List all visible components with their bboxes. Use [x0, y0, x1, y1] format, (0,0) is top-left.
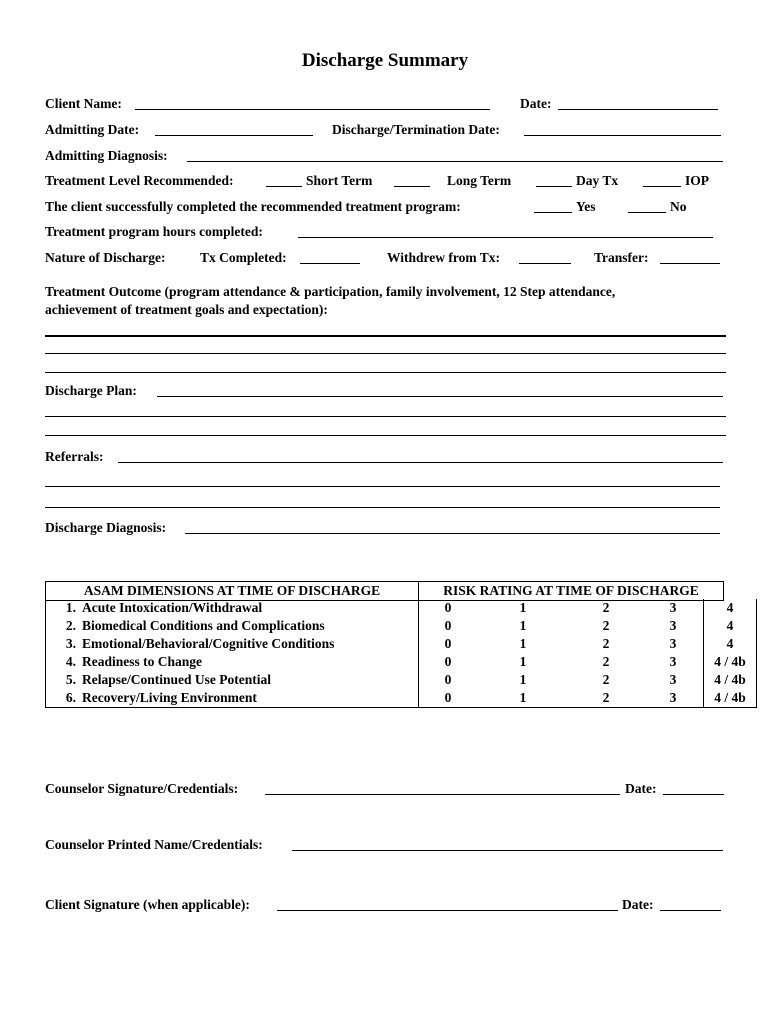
- risk-rating-cell[interactable]: 3: [669, 600, 677, 615]
- discharge-plan-line-2[interactable]: [45, 416, 726, 417]
- table-row: [46, 599, 757, 617]
- dimension-label: Biomedical Conditions and Complications: [82, 618, 325, 633]
- client-signature-label: Client Signature (when applicable):: [45, 897, 250, 912]
- long-term-label: Long Term: [447, 173, 512, 188]
- admitting-diagnosis-label: Admitting Diagnosis:: [45, 148, 168, 163]
- risk-rating-cell[interactable]: 3: [669, 636, 677, 651]
- table-row: [46, 671, 757, 689]
- asam-dimension-cell: [46, 671, 419, 689]
- risk-rating-cell[interactable]: 1: [519, 618, 527, 633]
- dimension-number: 5.: [65, 672, 76, 687]
- referrals-label: Referrals:: [45, 449, 104, 464]
- admitting-date-label: Admitting Date:: [45, 122, 140, 137]
- referrals-field[interactable]: [118, 462, 723, 463]
- risk-rating-cell[interactable]: 2: [602, 600, 610, 615]
- risk-rating-cell[interactable]: 3: [669, 690, 677, 705]
- risk-rating-cell[interactable]: 3: [669, 654, 677, 669]
- counselor-date-label: Date:: [625, 781, 657, 796]
- table-row: [46, 635, 757, 653]
- dimension-number: 2.: [65, 618, 76, 633]
- yes-label: Yes: [576, 199, 596, 214]
- counselor-signature-field[interactable]: [265, 794, 620, 795]
- discharge-plan-label: Discharge Plan:: [45, 383, 137, 398]
- dimension-label: Emotional/Behavioral/Cognitive Conditions: [82, 636, 335, 651]
- hours-completed-label: Treatment program hours completed:: [45, 224, 263, 239]
- counselor-signature-label: Counselor Signature/Credentials:: [45, 781, 239, 796]
- table-header-row: [46, 582, 724, 601]
- risk-rating-cell[interactable]: 2: [602, 654, 610, 669]
- risk-rating-cell[interactable]: 3: [669, 672, 677, 687]
- asam-dimension-cell: [46, 599, 419, 617]
- risk-rating-cell[interactable]: 0: [444, 672, 452, 687]
- date-label: Date:: [520, 96, 552, 111]
- dimension-label: Relapse/Continued Use Potential: [82, 672, 271, 687]
- treatment-outcome-label-1: Treatment Outcome (program attendance & participation, family involvement, 12 Step attendance,: [45, 284, 616, 299]
- risk-rating-cell[interactable]: 0: [444, 618, 452, 633]
- dimension-number: 1.: [65, 600, 76, 615]
- dimension-number: 3.: [65, 636, 76, 651]
- short-term-blank[interactable]: [266, 186, 302, 187]
- table-row: [46, 689, 757, 708]
- table-row: [46, 653, 757, 671]
- admitting-date-field[interactable]: [155, 135, 313, 136]
- dimension-number: 4.: [65, 654, 76, 669]
- risk-rating-cell[interactable]: 1: [519, 600, 527, 615]
- yes-blank[interactable]: [534, 212, 572, 213]
- risk-rating-cell[interactable]: 2: [602, 690, 610, 705]
- asam-dimensions-header: ASAM DIMENSIONS AT TIME OF DISCHARGE: [46, 582, 419, 601]
- risk-rating-cell[interactable]: 4: [704, 617, 757, 635]
- withdrew-blank[interactable]: [519, 263, 571, 264]
- long-term-blank[interactable]: [394, 186, 430, 187]
- nature-of-discharge-label: Nature of Discharge:: [45, 250, 166, 265]
- risk-rating-cell[interactable]: 0: [444, 636, 452, 651]
- risk-rating-cell[interactable]: 4 / 4b: [704, 671, 757, 689]
- client-date-field[interactable]: [660, 910, 721, 911]
- risk-rating-cell[interactable]: 0: [444, 690, 452, 705]
- referrals-line-3[interactable]: [45, 507, 720, 508]
- counselor-printed-field[interactable]: [292, 850, 723, 851]
- client-name-field[interactable]: [135, 109, 490, 110]
- risk-rating-cell[interactable]: 1: [519, 636, 527, 651]
- day-tx-blank[interactable]: [536, 186, 572, 187]
- hours-completed-field[interactable]: [298, 237, 713, 238]
- client-date-label: Date:: [622, 897, 654, 912]
- risk-rating-cell[interactable]: 4 / 4b: [704, 653, 757, 671]
- asam-table: [45, 581, 724, 601]
- day-tx-label: Day Tx: [576, 173, 619, 188]
- risk-rating-cell[interactable]: 2: [602, 672, 610, 687]
- referrals-line-2[interactable]: [45, 486, 720, 487]
- outcome-line-3[interactable]: [45, 372, 726, 373]
- risk-rating-cell[interactable]: 1: [519, 690, 527, 705]
- risk-rating-cell[interactable]: 4 / 4b: [704, 689, 757, 708]
- asam-table-body: [45, 599, 757, 708]
- risk-rating-cell[interactable]: 2: [602, 618, 610, 633]
- risk-rating-cell[interactable]: 1: [519, 672, 527, 687]
- admitting-diagnosis-field[interactable]: [187, 161, 723, 162]
- iop-blank[interactable]: [643, 186, 681, 187]
- outcome-line-2[interactable]: [45, 353, 726, 354]
- risk-rating-header: RISK RATING AT TIME OF DISCHARGE: [419, 582, 724, 601]
- discharge-diagnosis-label: Discharge Diagnosis:: [45, 520, 167, 535]
- treatment-outcome-label-2: achievement of treatment goals and expectation):: [45, 302, 328, 317]
- dimension-label: Acute Intoxication/Withdrawal: [82, 600, 263, 615]
- risk-rating-cell[interactable]: 3: [669, 618, 677, 633]
- counselor-date-field[interactable]: [663, 794, 724, 795]
- no-label: No: [670, 199, 687, 214]
- dimension-label: Readiness to Change: [82, 654, 203, 669]
- discharge-date-field[interactable]: [524, 135, 721, 136]
- discharge-plan-line-3[interactable]: [45, 435, 726, 436]
- risk-rating-cell[interactable]: 4: [704, 599, 757, 617]
- client-name-label: Client Name:: [45, 96, 122, 111]
- asam-dimension-cell: [46, 635, 419, 653]
- risk-rating-cell[interactable]: 4: [704, 635, 757, 653]
- withdrew-label: Withdrew from Tx:: [387, 250, 501, 265]
- outcome-line-1[interactable]: [45, 335, 726, 337]
- date-field[interactable]: [558, 109, 718, 110]
- tx-completed-label: Tx Completed:: [200, 250, 287, 265]
- counselor-printed-label: Counselor Printed Name/Credentials:: [45, 837, 263, 852]
- tx-completed-blank[interactable]: [300, 263, 360, 264]
- discharge-date-label: Discharge/Termination Date:: [332, 122, 500, 137]
- transfer-label: Transfer:: [594, 250, 649, 265]
- iop-label: IOP: [685, 173, 710, 188]
- risk-rating-cell[interactable]: 1: [519, 654, 527, 669]
- risk-rating-cell[interactable]: 0: [444, 600, 452, 615]
- no-blank[interactable]: [628, 212, 666, 213]
- asam-dimension-cell: [46, 617, 419, 635]
- risk-rating-cell[interactable]: 2: [602, 636, 610, 651]
- discharge-plan-field[interactable]: [157, 396, 723, 397]
- risk-rating-cell[interactable]: 0: [444, 654, 452, 669]
- client-signature-field[interactable]: [277, 910, 618, 911]
- asam-dimension-cell: [46, 653, 419, 671]
- completed-question: The client successfully completed the recommended treatment program:: [45, 199, 461, 214]
- table-row: [46, 617, 757, 635]
- page-title: Discharge Summary: [301, 50, 469, 71]
- dimension-label: Recovery/Living Environment: [82, 690, 257, 705]
- discharge-diagnosis-field[interactable]: [185, 533, 720, 534]
- short-term-label: Short Term: [306, 173, 373, 188]
- treatment-level-label: Treatment Level Recommended:: [45, 173, 234, 188]
- transfer-blank[interactable]: [660, 263, 720, 264]
- asam-dimension-cell: [46, 689, 419, 708]
- dimension-number: 6.: [65, 690, 76, 705]
